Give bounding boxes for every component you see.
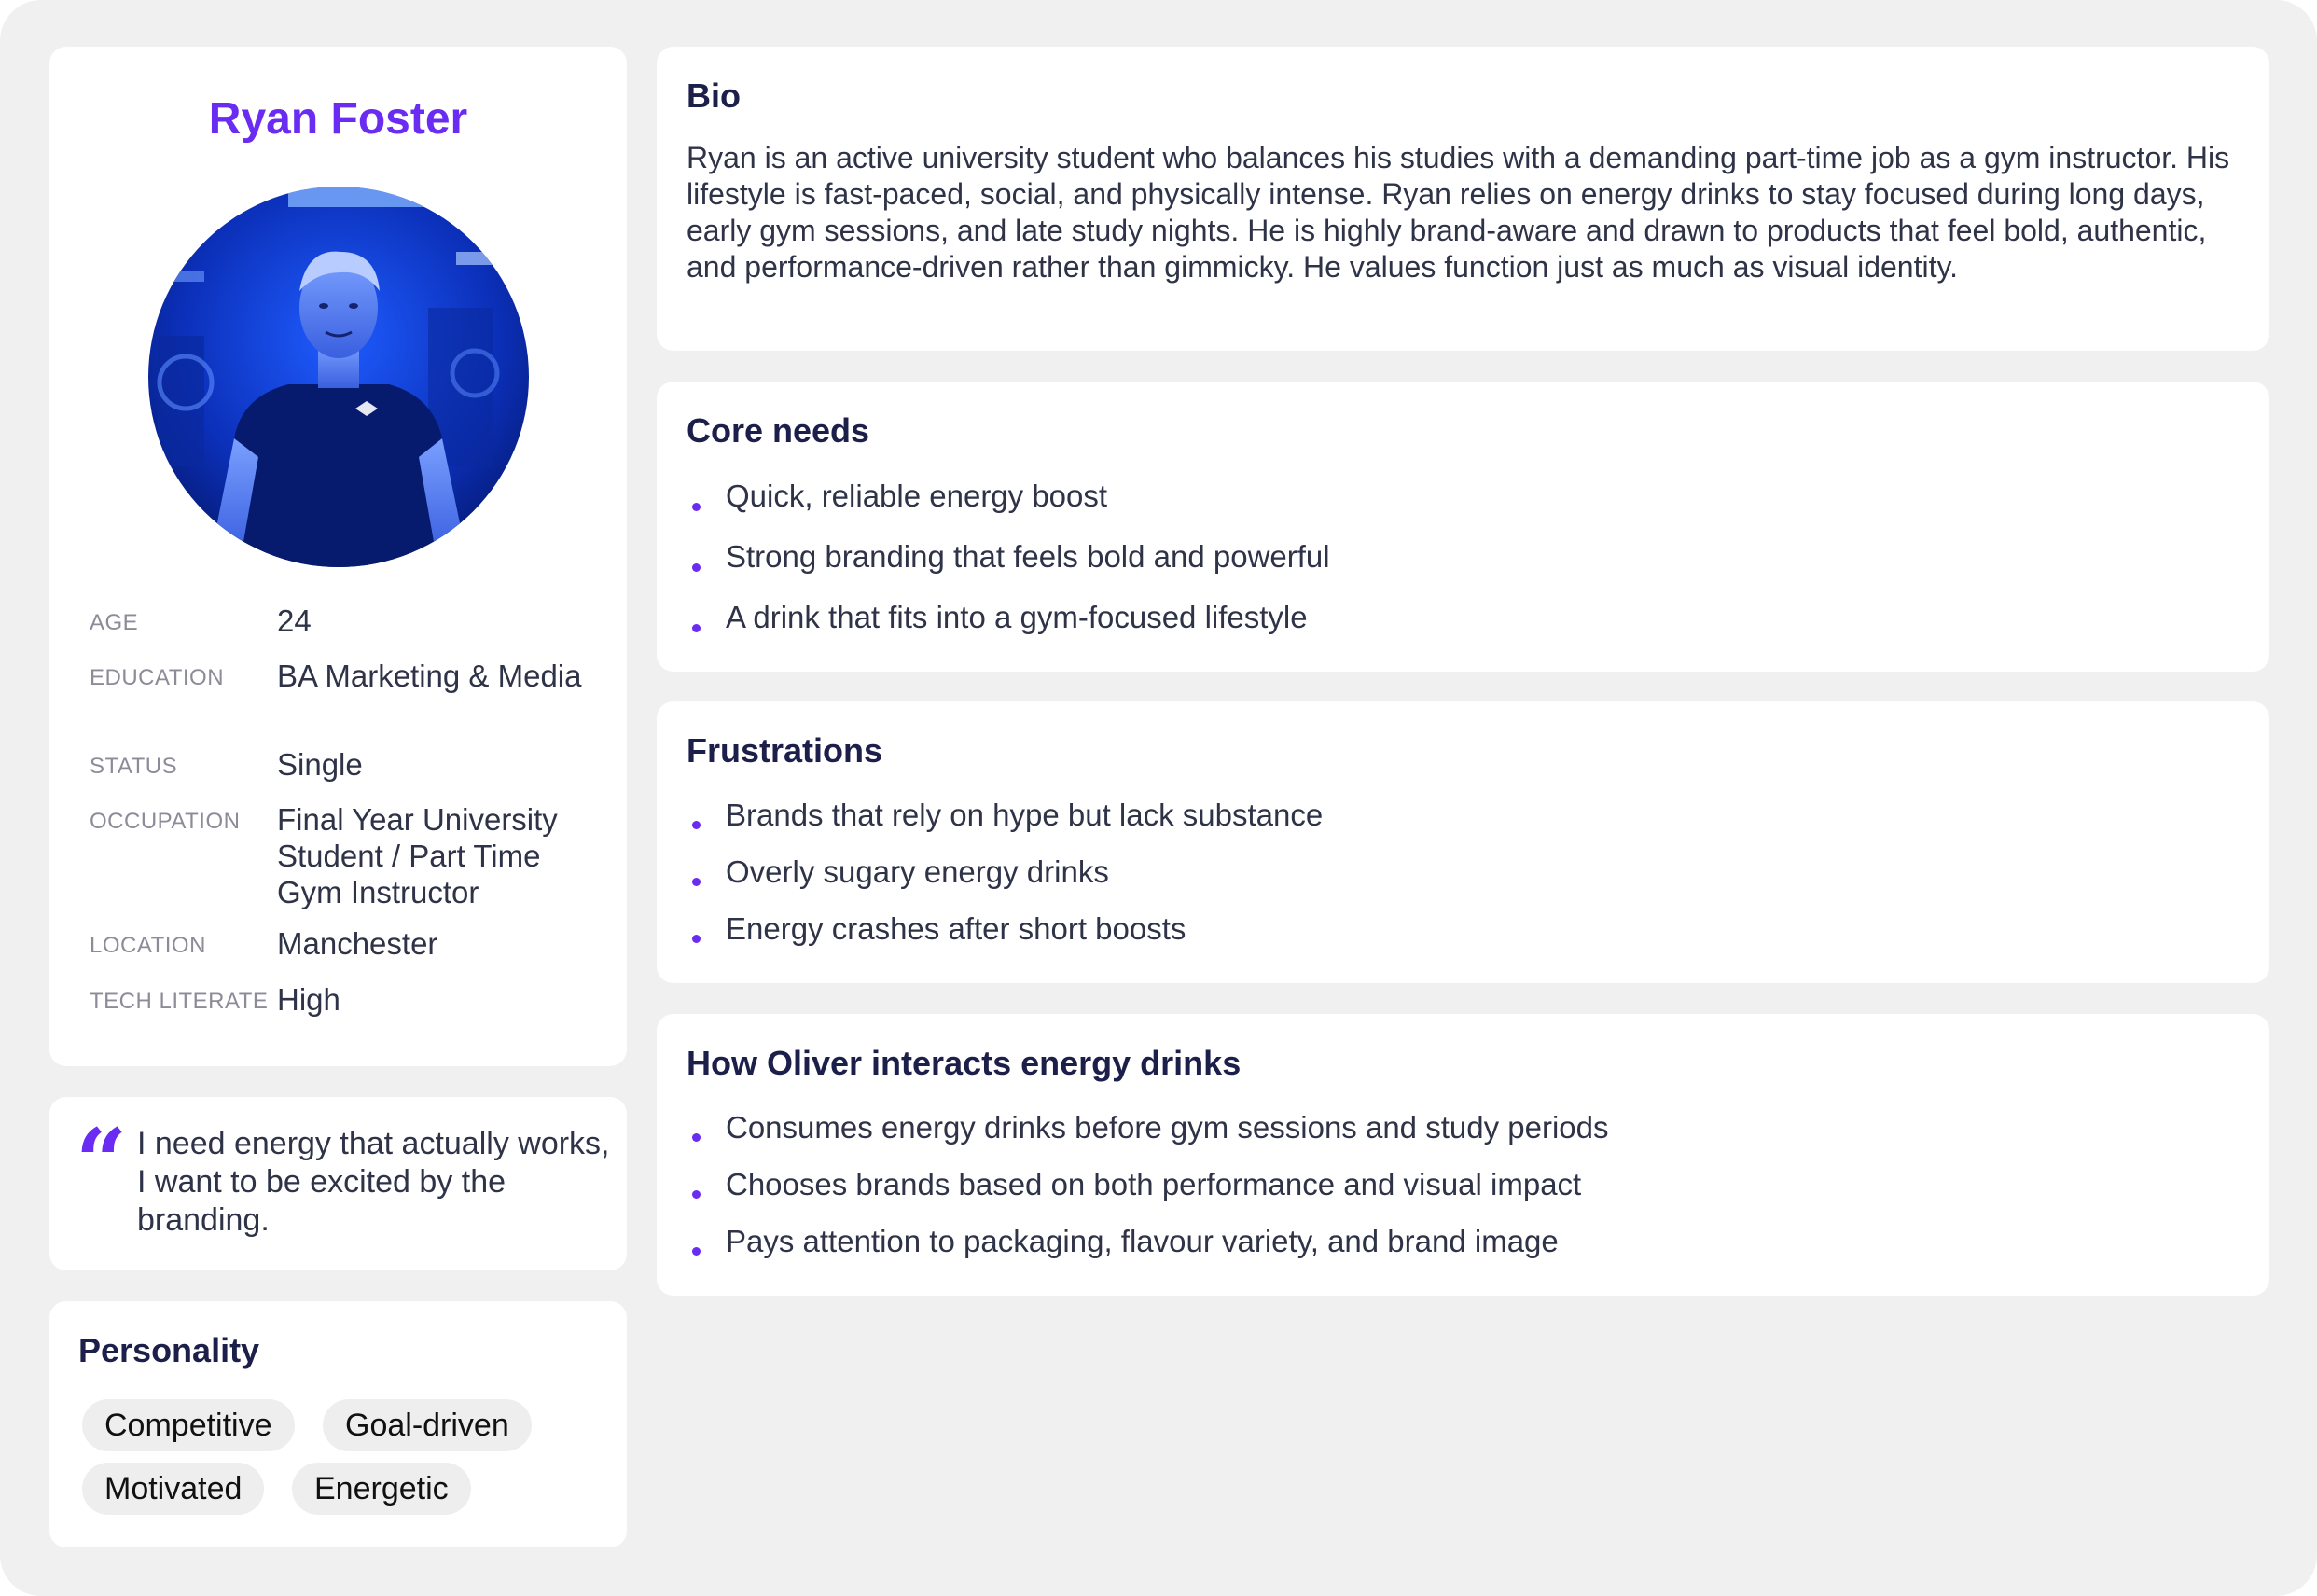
list-item-text: Energy crashes after short boosts — [726, 911, 1186, 946]
info-value: 24 — [277, 604, 312, 638]
frustrations-card — [657, 701, 2269, 983]
bullet-dot-icon — [692, 1247, 701, 1256]
bio-text: Ryan is an active university student who balances his studies with a demanding part-time job as a gym instructor. His lifestyle is fast-paced, social, and physically intense. Ryan relies on energy drinks to stay focused during long days, early gym sessions, and late study nights. He is highly brand-aware and drawn to products that feel bold, authentic, and performance-driven rather than gimmicky. He values function just as much as visual identity. — [687, 141, 2230, 284]
list-item — [687, 534, 2240, 594]
trait-chip: Energetic — [292, 1463, 471, 1515]
info-label: TECH LITERATE — [90, 989, 269, 1014]
frustrations-title: Frustrations — [687, 731, 883, 770]
list-item-text: Brands that rely on hype but lack substance — [726, 798, 1324, 832]
interactions-title: How Oliver interacts energy drinks — [687, 1044, 1242, 1082]
bullet-dot-icon — [692, 935, 701, 943]
list-item-text: Overly sugary energy drinks — [726, 854, 1109, 889]
avatar-photo — [148, 187, 529, 567]
interactions-list — [687, 1105, 2240, 1276]
persona-name: Ryan Foster — [208, 94, 468, 144]
list-item-text: Strong branding that feels bold and powerful — [726, 539, 1330, 574]
list-item-text: Quick, reliable energy boost — [726, 479, 1108, 513]
bio-card — [657, 47, 2269, 351]
info-label: AGE — [90, 610, 139, 635]
info-label: LOCATION — [90, 933, 206, 958]
info-value: High — [277, 982, 340, 1017]
list-item — [687, 907, 2240, 964]
core-needs-list — [687, 473, 2240, 655]
list-item-text: Chooses brands based on both performance and visual impact — [726, 1167, 1582, 1201]
personality-title: Personality — [78, 1331, 260, 1369]
list-item-text: Consumes energy drinks before gym sessions and study periods — [726, 1110, 1609, 1145]
bullet-dot-icon — [692, 878, 701, 886]
trait-chip: Goal-driven — [323, 1399, 532, 1451]
quote-icon: “ — [76, 1109, 128, 1214]
trait-chip: Competitive — [82, 1399, 295, 1451]
interactions-card — [657, 1014, 2269, 1296]
list-item — [687, 1162, 2240, 1219]
personality-card — [49, 1301, 627, 1547]
bullet-dot-icon — [692, 563, 701, 572]
info-label: OCCUPATION — [90, 809, 241, 834]
info-value: Single — [277, 747, 363, 782]
quote-text: I need energy that actually works, I want to be excited by the branding. — [137, 1126, 610, 1238]
profile-card — [49, 47, 627, 1066]
bullet-dot-icon — [692, 1133, 701, 1142]
trait-chip: Motivated — [82, 1463, 264, 1515]
info-value: BA Marketing & Media — [277, 659, 582, 693]
list-item — [687, 473, 2240, 534]
frustrations-list — [687, 793, 2240, 964]
info-label: EDUCATION — [90, 665, 225, 690]
list-item — [687, 1105, 2240, 1162]
list-item — [687, 793, 2240, 850]
list-item-text: Pays attention to packaging, flavour variety, and brand image — [726, 1224, 1559, 1258]
list-item — [687, 850, 2240, 907]
core-needs-card — [657, 382, 2269, 672]
bullet-dot-icon — [692, 1190, 701, 1199]
list-item — [687, 594, 2240, 655]
bullet-dot-icon — [692, 503, 701, 511]
bio-title: Bio — [687, 76, 741, 115]
list-item-text: A drink that fits into a gym-focused lifestyle — [726, 600, 1308, 634]
core-needs-title: Core needs — [687, 411, 870, 450]
bullet-dot-icon — [692, 624, 701, 632]
info-label: STATUS — [90, 754, 178, 779]
info-value: Final Year University Student / Part Time Gym Instructor — [277, 802, 558, 909]
list-item — [687, 1219, 2240, 1276]
avatar — [148, 187, 529, 567]
info-value: Manchester — [277, 926, 438, 961]
bullet-dot-icon — [692, 821, 701, 829]
quote-card — [49, 1097, 627, 1270]
